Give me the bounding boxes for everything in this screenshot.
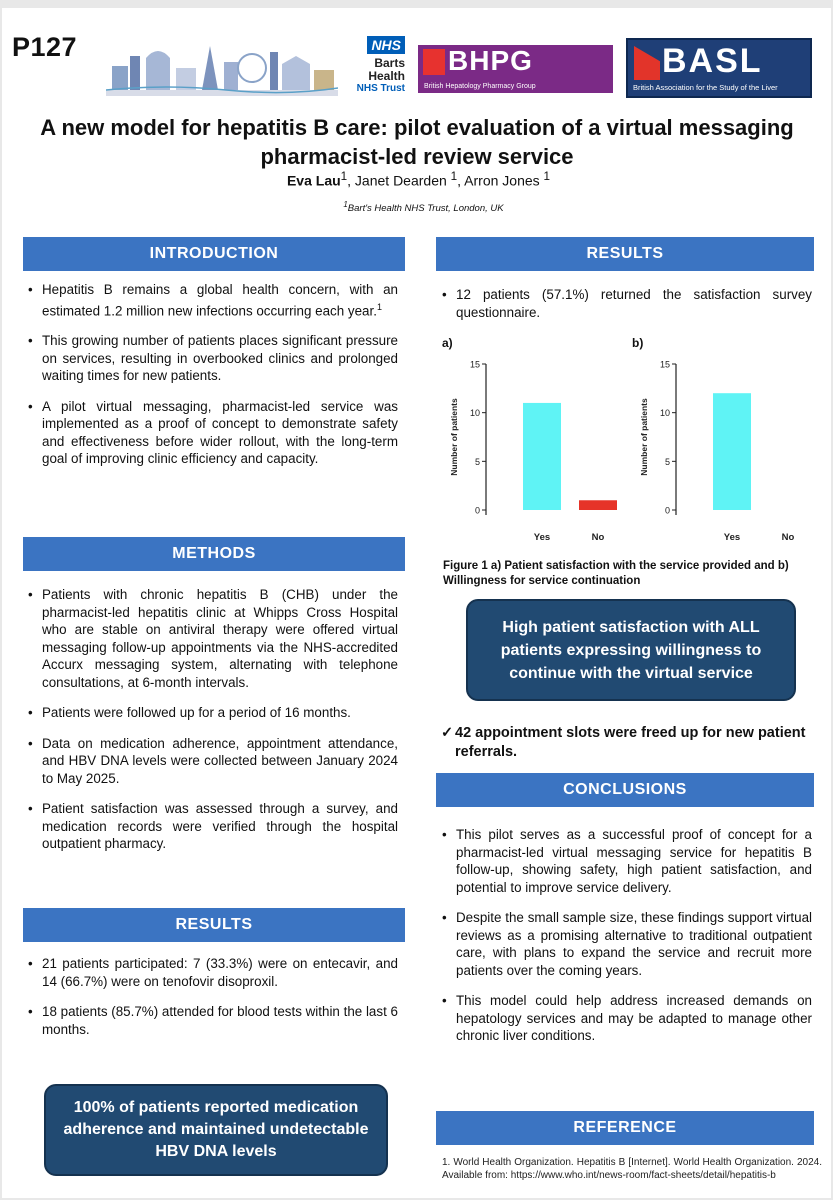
appointment-slots-text: 42 appointment slots were freed up for new patient referrals. [455, 725, 806, 760]
bar-yes [713, 393, 751, 510]
poster-title: A new model for hepatitis B care: pilot evaluation of a virtual messaging pharmacist-led review service [40, 115, 794, 169]
co-author: , Janet Dearden [347, 172, 447, 189]
y-tick-label: 0 [664, 505, 670, 516]
conclusions-list [440, 826, 812, 1058]
continuation-bar-chart [632, 336, 812, 548]
introduction-list [26, 281, 398, 481]
x-tick-label: No [781, 532, 795, 543]
affiliation [2, 200, 833, 214]
y-tick-label: 15 [659, 359, 670, 370]
lead-author: Eva Lau [286, 172, 341, 189]
basl-mark-icon [634, 46, 660, 80]
bar-yes [523, 403, 561, 510]
affiliation-text: Bart's Health NHS Trust, London, UK [347, 203, 504, 215]
affiliation-sup: 1 [343, 200, 348, 209]
results-heading-right: RESULTS [436, 237, 814, 271]
last-author: , Arron Jones [457, 172, 540, 189]
y-tick-label: 5 [474, 456, 480, 467]
list-item: • Patients were followed up for a period of 16 months. [26, 704, 398, 722]
y-tick-label: 10 [469, 408, 480, 419]
list-item: • Patients with chronic hepatitis B (CHB) under the pharmacist-led hepatitis clinic at Whipps Cross Hospital who are stable on antiviral therapy were offered virtual messaging follow-up appointments via the NHS-accredited Accurx messaging system, alternating with telephone consultations, at 6-month intervals. [26, 586, 398, 691]
co-author-sup: 1 [450, 170, 458, 183]
list-item: • 21 patients participated: 7 (33.3%) were on entecavir, and 14 (66.7%) were on tenofovir disoproxil. [26, 955, 398, 990]
satisfaction-bar-chart [442, 336, 622, 548]
nhs-org-sub: NHS Trust [356, 83, 405, 94]
introduction-heading: INTRODUCTION [23, 237, 405, 271]
bar-no [579, 500, 617, 510]
basl-tagline: British Association for the Study of the Liver [633, 83, 778, 92]
list-item: • 18 patients (85.7%) attended for blood tests within the last 6 months. [26, 1003, 398, 1038]
bhpg-tagline: British Hepatology Pharmacy Group [424, 83, 536, 90]
basl-name: BASL [662, 42, 763, 80]
results-list-right [440, 286, 812, 334]
author-list [2, 170, 833, 189]
bhpg-name: BHPG [448, 45, 533, 76]
nhs-logo: NHS [367, 36, 405, 54]
bhpg-mark-icon [423, 49, 445, 75]
bhpg-logo [418, 45, 613, 93]
y-axis-label: Number of patients [449, 398, 459, 476]
satisfaction-callout: High patient satisfaction with ALL patients expressing willingness to continue with the virtual service [466, 599, 796, 701]
methods-list [26, 586, 398, 866]
poster [2, 8, 831, 1198]
chart-panel-letter: b) [632, 336, 644, 350]
y-axis-label: Number of patients [639, 398, 649, 476]
x-tick-label: No [591, 532, 605, 543]
list-item: • This pilot serves as a successful proof of concept for a pharmacist-led virtual messaging service for hepatitis B follow-up, showing safety, high patient satisfaction, and potential to improve service delivery. [440, 826, 812, 896]
y-tick-label: 15 [469, 359, 480, 370]
last-author-sup: 1 [543, 170, 551, 183]
list-item: • This model could help address increased demands on hepatology services and may be adapted to manage other chronic liver conditions. [440, 992, 812, 1045]
list-item: • Patient satisfaction was assessed through a survey, and medication records were verified through the hospital outpatient pharmacy. [26, 800, 398, 853]
barts-health-logo [335, 36, 405, 95]
appointment-slots-note [441, 724, 821, 762]
adherence-callout: 100% of patients reported medication adherence and maintained undetectable HBV DNA levels [44, 1084, 388, 1176]
chart-panel-letter: a) [442, 336, 453, 350]
results-heading-left: RESULTS [23, 908, 405, 942]
methods-heading: METHODS [23, 537, 405, 571]
y-tick-label: 0 [474, 505, 480, 516]
reference-heading: REFERENCE [436, 1111, 814, 1145]
check-mark-icon: ✓ [441, 725, 454, 741]
list-item: • Hepatitis B remains a global health concern, with an estimated 1.2 million new infections occurring each year.$^1$ [26, 281, 398, 319]
list-item: • Despite the small sample size, these findings support virtual reviews as a promising alternative to traditional outpatient care, with plans to expand the service and recruit more patients over the coming years. [440, 909, 812, 979]
list-item: • Data on medication adherence, appointment attendance, and HBV DNA levels were collected between January 2024 to May 2025. [26, 735, 398, 788]
chart-panel-a [442, 336, 622, 548]
list-item: • 12 patients (57.1%) returned the satisfaction survey questionnaire. [440, 286, 812, 321]
chart-panel-b [632, 336, 812, 548]
lead-author-sup: 1 [340, 170, 348, 183]
reference-text: 1. World Health Organization. Hepatitis B [Internet]. World Health Organization. 2024. Available from: https://www.who.int/news-room/fact-sheets/detail/hepatitis-b [442, 1157, 822, 1181]
figure-caption: Figure 1 a) Patient satisfaction with the service provided and b) Willingness for service continuation [443, 560, 789, 587]
conclusions-heading: CONCLUSIONS [436, 773, 814, 807]
basl-logo [626, 38, 812, 98]
london-skyline-illustration [106, 38, 338, 96]
x-tick-label: Yes [533, 532, 551, 543]
poster-id: P127 [12, 32, 78, 62]
y-tick-label: 5 [664, 456, 670, 467]
list-item: • This growing number of patients places significant pressure on services, resulting in overbooked clinics and prolonged waiting times for new patients. [26, 332, 398, 385]
y-tick-label: 10 [659, 408, 670, 419]
list-item: • A pilot virtual messaging, pharmacist-led service was implemented as a proof of concept to demonstrate safety and effectiveness before wider rollout, with the long-term goal of improving clinic efficiency and capacity. [26, 398, 398, 468]
nhs-org-name: Barts Health [368, 56, 405, 83]
x-tick-label: Yes [723, 532, 741, 543]
results-list-left [26, 955, 398, 1051]
